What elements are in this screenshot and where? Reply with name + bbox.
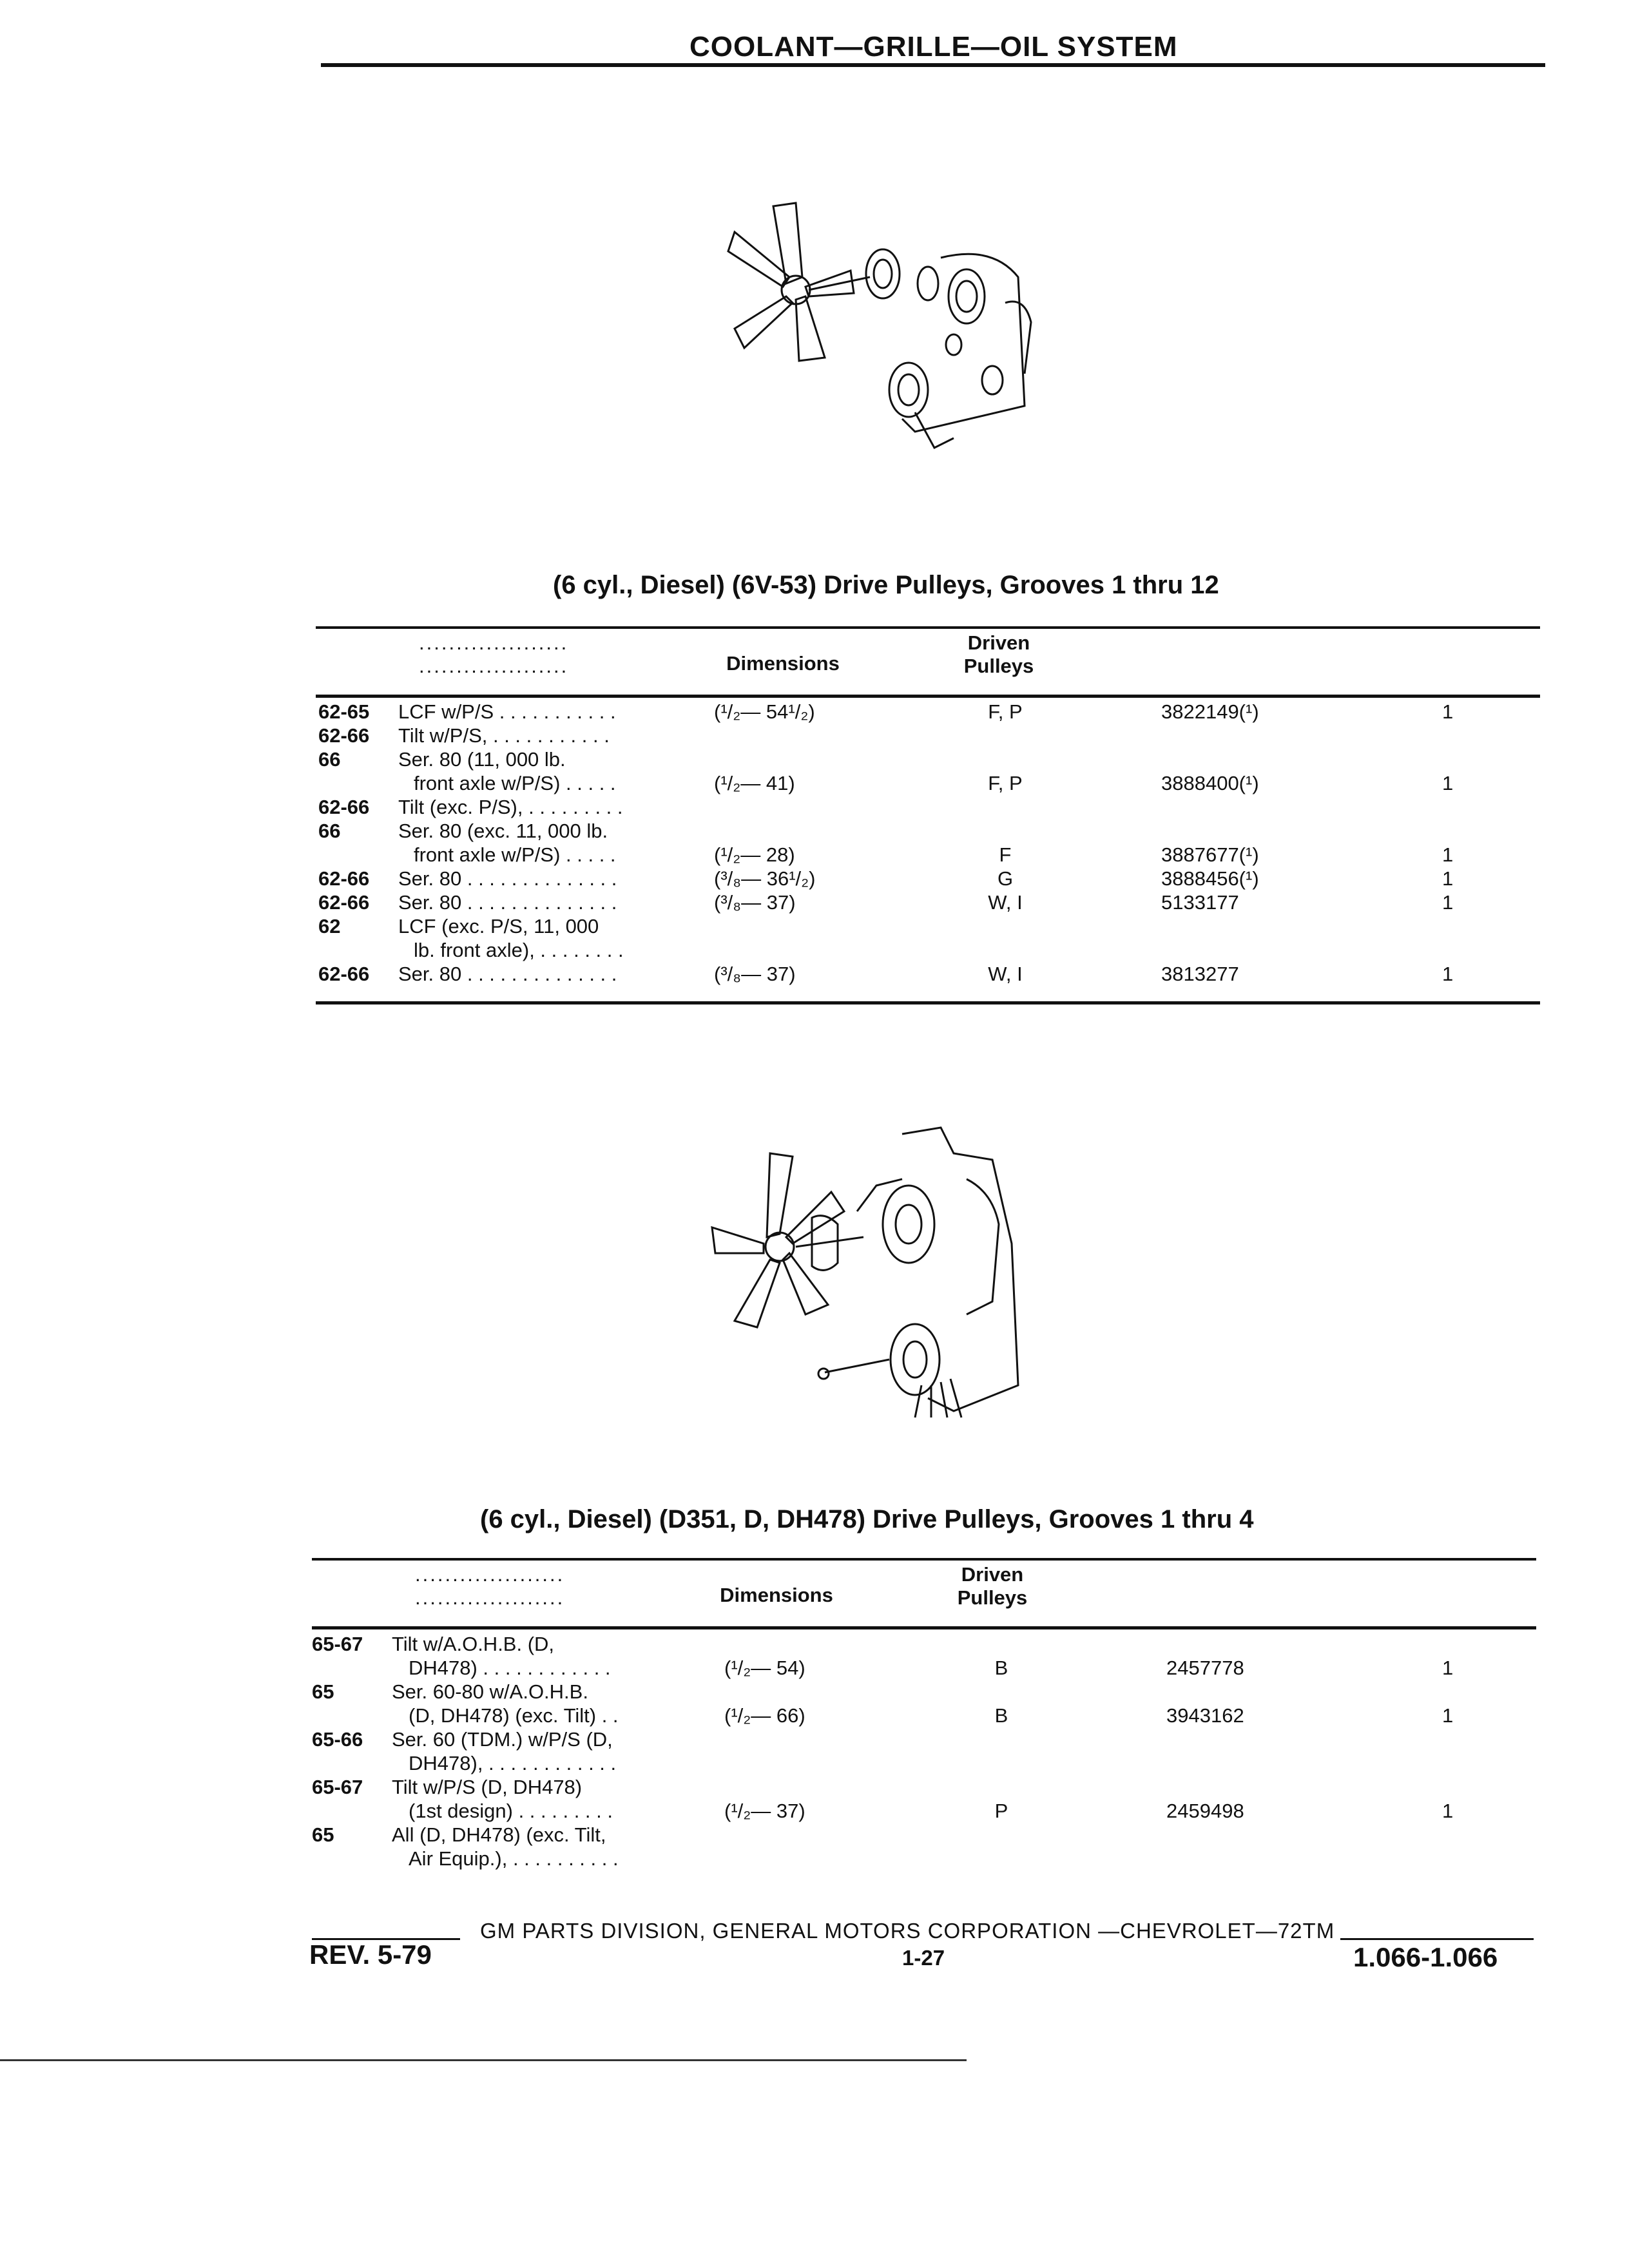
quantity-cell: 1 xyxy=(1442,772,1454,794)
table-row xyxy=(312,1704,1523,1728)
year-cell: 65 xyxy=(312,1680,334,1703)
page-header-title: COOLANT—GRILLE—OIL SYSTEM xyxy=(689,31,1178,62)
table-row xyxy=(312,1847,1523,1871)
table-row xyxy=(312,1799,1523,1823)
footer-publisher-line: GM PARTS DIVISION, GENERAL MOTORS CORPORATION —CHEVROLET—72TM xyxy=(480,1919,1335,1943)
table2-body xyxy=(312,1628,1536,1886)
table2-header-pulleys: Pulleys xyxy=(957,1586,1028,1609)
description-cell: Tilt (exc. P/S), . . . . . . . . . xyxy=(398,796,623,818)
table-row xyxy=(316,724,1527,748)
year-cell: 62-66 xyxy=(318,724,370,747)
table-row xyxy=(316,914,1527,939)
part-number-cell: 3887677(¹) xyxy=(1161,843,1259,866)
description-cell: LCF (exc. P/S, 11, 000 xyxy=(398,915,599,937)
table-row xyxy=(312,1656,1523,1680)
table-row xyxy=(312,1823,1523,1847)
table-row xyxy=(316,771,1527,796)
year-cell: 62-66 xyxy=(318,963,370,985)
description-cell: (1st design) . . . . . . . . . xyxy=(409,1800,613,1822)
quantity-cell: 1 xyxy=(1442,891,1454,914)
revision-label: REV. 5-79 xyxy=(309,1939,432,1970)
driven-pulleys-cell: F, P xyxy=(988,772,1023,794)
year-cell: 65 xyxy=(312,1823,334,1846)
part-number-cell: 3822149(¹) xyxy=(1161,700,1259,723)
description-cell: DH478), . . . . . . . . . . . . xyxy=(409,1752,617,1774)
year-cell: 62-66 xyxy=(318,891,370,914)
description-cell: (D, DH478) (exc. Tilt) . . xyxy=(409,1704,619,1727)
table1-bottom-rule xyxy=(316,1001,1540,1004)
bottom-scan-rule xyxy=(0,2059,967,2061)
quantity-cell: 1 xyxy=(1442,1704,1454,1727)
year-cell: 62-66 xyxy=(318,796,370,818)
description-cell: front axle w/P/S) . . . . . xyxy=(414,843,616,866)
dimensions-cell: (³/₈— 37) xyxy=(714,963,796,985)
table2-header-dots-1: .................... xyxy=(415,1563,565,1586)
description-cell: DH478) . . . . . . . . . . . . xyxy=(409,1657,611,1679)
description-cell: Ser. 60-80 w/A.O.H.B. xyxy=(392,1680,588,1703)
part-number-cell: 3888456(¹) xyxy=(1161,867,1259,890)
table-row xyxy=(312,1775,1523,1800)
description-cell: Ser. 80 . . . . . . . . . . . . . . xyxy=(398,963,617,985)
reference-number: 1.066-1.066 xyxy=(1353,1942,1498,1972)
dimensions-cell: (³/₈— 36¹/₂) xyxy=(714,867,816,890)
description-cell: Tilt w/P/S (D, DH478) xyxy=(392,1776,583,1798)
fan-blades-icon xyxy=(728,203,854,361)
driven-pulleys-cell: W, I xyxy=(988,963,1023,985)
quantity-cell: 1 xyxy=(1442,1800,1454,1822)
table-row xyxy=(316,938,1527,963)
quantity-cell: 1 xyxy=(1442,843,1454,866)
engine-fan-pulley-illustration-1 xyxy=(722,193,1057,451)
driven-pulleys-cell: W, I xyxy=(988,891,1023,914)
part-number-cell: 3943162 xyxy=(1166,1704,1244,1727)
description-cell: Ser. 80 (exc. 11, 000 lb. xyxy=(398,820,608,842)
table-row xyxy=(312,1680,1523,1704)
description-cell: front axle w/P/S) . . . . . xyxy=(414,772,616,794)
driven-pulleys-cell: F xyxy=(999,843,1012,866)
engine-fan-pulley-illustration-2 xyxy=(709,1115,1044,1424)
part-number-cell: 3888400(¹) xyxy=(1161,772,1259,794)
description-cell: Tilt w/A.O.H.B. (D, xyxy=(392,1633,555,1655)
dimensions-cell: (¹/₂— 54) xyxy=(724,1657,805,1679)
drive-pulley-table-d351 xyxy=(312,1558,1536,1629)
table-row xyxy=(316,700,1527,724)
year-cell: 65-66 xyxy=(312,1728,363,1751)
description-cell: Tilt w/P/S, . . . . . . . . . . . xyxy=(398,724,610,747)
pulley-icon xyxy=(883,1186,940,1395)
description-cell: All (D, DH478) (exc. Tilt, xyxy=(392,1823,606,1846)
table-row xyxy=(316,962,1527,986)
year-cell: 66 xyxy=(318,748,341,771)
footer-right-rule xyxy=(1340,1938,1534,1940)
description-cell: Ser. 80 (11, 000 lb. xyxy=(398,748,566,771)
dimensions-cell: (¹/₂— 66) xyxy=(724,1704,805,1727)
year-cell: 62 xyxy=(318,915,341,937)
part-number-cell: 2459498 xyxy=(1166,1800,1244,1822)
year-cell: 62-66 xyxy=(318,867,370,890)
header-rule xyxy=(321,63,1545,67)
driven-pulleys-cell: B xyxy=(994,1657,1008,1679)
part-number-cell: 2457778 xyxy=(1166,1657,1244,1679)
table1-header-dots-2: .................... xyxy=(419,655,569,677)
driven-pulleys-cell: P xyxy=(994,1800,1008,1822)
table1-header-dimensions: Dimensions xyxy=(726,652,840,675)
table2-header-driven: Driven xyxy=(961,1563,1024,1586)
year-cell: 65-67 xyxy=(312,1776,363,1798)
description-cell: Ser. 80 . . . . . . . . . . . . . . xyxy=(398,867,617,890)
description-cell: lb. front axle), . . . . . . . . xyxy=(414,939,624,961)
table2-header-dimensions: Dimensions xyxy=(720,1584,833,1606)
driven-pulleys-cell: G xyxy=(997,867,1014,890)
section-title-6v53: (6 cyl., Diesel) (6V-53) Drive Pulleys, Grooves 1 thru 12 xyxy=(553,571,1219,599)
quantity-cell: 1 xyxy=(1442,700,1454,723)
driven-pulleys-cell: F, P xyxy=(988,700,1023,723)
table-row xyxy=(316,890,1527,915)
driven-pulleys-cell: B xyxy=(994,1704,1008,1727)
table-row xyxy=(316,819,1527,843)
description-cell: Ser. 80 . . . . . . . . . . . . . . xyxy=(398,891,617,914)
table-row xyxy=(316,747,1527,772)
pulley-icon xyxy=(866,249,1003,417)
table-row xyxy=(312,1727,1523,1752)
table1-header-dots-1: .................... xyxy=(419,631,569,654)
description-cell: Ser. 60 (TDM.) w/P/S (D, xyxy=(392,1728,613,1751)
year-cell: 62-65 xyxy=(318,700,370,723)
dimensions-cell: (¹/₂— 28) xyxy=(714,843,795,866)
description-cell: Air Equip.), . . . . . . . . . . xyxy=(409,1847,619,1870)
year-cell: 65-67 xyxy=(312,1633,363,1655)
description-cell: LCF w/P/S . . . . . . . . . . . xyxy=(398,700,616,723)
table-row xyxy=(316,867,1527,891)
dimensions-cell: (³/₈— 37) xyxy=(714,891,796,914)
table1-body xyxy=(316,696,1540,1005)
table1-header-driven: Driven xyxy=(967,631,1030,654)
part-number-cell: 3813277 xyxy=(1161,963,1239,985)
quantity-cell: 1 xyxy=(1442,963,1454,985)
part-number-cell: 5133177 xyxy=(1161,891,1239,914)
table2-header-dots-2: .................... xyxy=(415,1586,565,1609)
section-title-d351: (6 cyl., Diesel) (D351, D, DH478) Drive Pulleys, Grooves 1 thru 4 xyxy=(480,1505,1254,1533)
fan-blades-icon xyxy=(712,1153,844,1327)
table-row xyxy=(312,1751,1523,1776)
table1-header-pulleys: Pulleys xyxy=(963,655,1034,677)
page-number: 1-27 xyxy=(902,1946,945,1970)
year-cell: 66 xyxy=(318,820,341,842)
dimensions-cell: (¹/₂— 54¹/₂) xyxy=(714,700,815,723)
dimensions-cell: (¹/₂— 37) xyxy=(724,1800,805,1822)
dimensions-cell: (¹/₂— 41) xyxy=(714,772,795,794)
quantity-cell: 1 xyxy=(1442,1657,1454,1679)
table-row xyxy=(316,843,1527,867)
table-row xyxy=(312,1632,1523,1657)
quantity-cell: 1 xyxy=(1442,867,1454,890)
table-row xyxy=(316,795,1527,820)
